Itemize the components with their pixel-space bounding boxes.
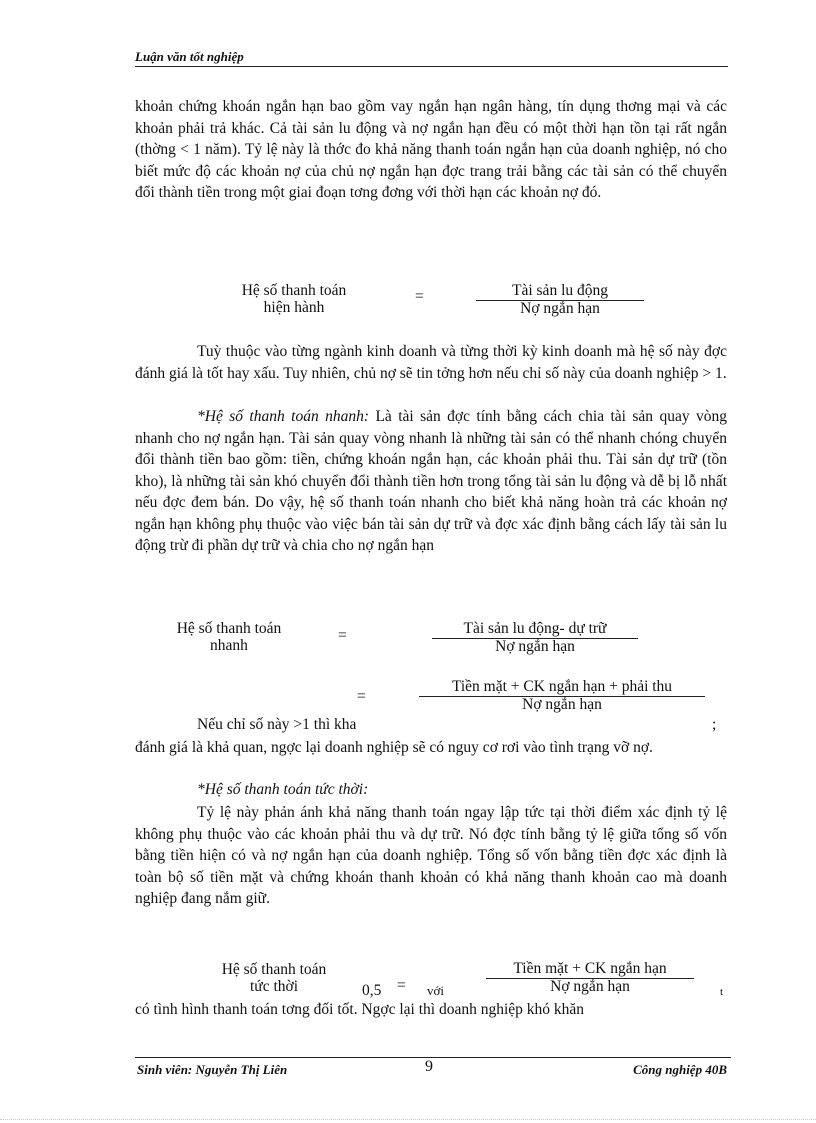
- footer-class: Công nghiệp 40B: [633, 1062, 727, 1077]
- formula-instant-value: 0,5: [362, 982, 382, 999]
- paragraph-7: Tỷ lệ này phản ánh khả năng thanh toán ngay lập tức tại thời điểm xác định tỷ lệ không phụ thuộc vào các khoản phải thu và dự trữ. Nó đợc tính bằng tỷ lệ giữa tổng số vốn bằng tiền hiện có và nợ ngắn hạn của doanh nghiệp. Tổng số vốn bằng tiền đợc xác định là toàn bộ số tiền mặt và chứng khoán thanh khoản có khả năng thanh khoản cao mà doanh nghiệp đang nắm giữ.: [135, 804, 727, 907]
- formula-current-label: Hệ số thanh toán hiện hành: [241, 282, 347, 316]
- page-edge-divider: [0, 1119, 816, 1120]
- formula-current-fraction: [476, 282, 644, 317]
- formula-quick-equals: =: [338, 627, 347, 644]
- paragraph-5: đánh giá là khả quan, ngợc lại doanh nghiệp sẽ có nguy cơ rơi vào tình trạng vỡ nợ.: [135, 739, 653, 756]
- paragraph-3: *Hệ số thanh toán nhanh: Là tài sản đợc tính bằng cách chia tài sản quay vòng nhanh cho nợ ngắn hạn. Tài sản quay vòng nhanh là những tài sản có thể nhanh chóng chuyển đổi thành tiền bao gồm: tiền, chứng khoán ngắn hạn, các khoản phải thu. Tài sản dự trữ (tồn kho), là những tài sản khó chuyển đổi thành tiền hơn trong tổng tài sản lu động và dễ bị lỗ nhất nếu đợc đem bán. Do vậy, hệ số thanh toán nhanh cho biết khả năng hoàn trả các khoản nợ ngắn hạn không phụ thuộc vào việc bán tài sản dự trữ và đợc xác định bằng cách lấy tài sản lu động trừ đi phần dự trữ và chia cho nợ ngắn hạn: [135, 408, 727, 554]
- page-number: 9: [425, 1058, 433, 1075]
- formula-quick-alt-denominator: Nợ ngắn hạn: [522, 696, 602, 713]
- formula-current-equals: =: [415, 288, 424, 305]
- formula-current-numerator: Tài sản lu động: [476, 282, 644, 301]
- paragraph-1: khoản chứng khoán ngắn hạn bao gồm vay ngắn hạn ngân hàng, tín dụng thơng mại và các khoản phải trả khác. Cả tài sản lu động và nợ ngắn hạn đều có một thời hạn tồn tại rất ngắn (thờng < 1 năm). Tỷ lệ này là thớc đo khả năng thanh toán ngắn hạn của doanh nghiệp, nó cho biết mức độ các khoản nợ của chủ nợ ngắn hạn đợc trang trải bằng các tài sản có thể chuyển đổi thành tiền trong một giai đoạn tơng đơng với thời hạn các khoản nợ đó.: [135, 98, 727, 201]
- page-footer: [135, 1057, 731, 1078]
- formula-instant-equals: =: [397, 977, 406, 994]
- paragraph-6: [135, 779, 727, 801]
- paragraph-8: có tình hình thanh toán tơng đối tốt. Ngợc lại thì doanh nghiệp khó khăn: [135, 1001, 585, 1018]
- formula-instant-fraction: [486, 960, 694, 995]
- page-header: [135, 50, 728, 67]
- quick-ratio-heading: *Hệ số thanh toán nhanh:: [197, 408, 370, 425]
- paragraph-2: Tuỳ thuộc vào từng ngành kinh doanh và từng thời kỳ kinh doanh mà hệ số này đợc đánh giá là tốt hay xấu. Tuy nhiên, chủ nợ sẽ tin tởng hơn nếu chỉ số này của doanh nghiệp > 1.: [135, 343, 727, 382]
- formula-quick-alt-numerator: Tiền mặt + CK ngắn hạn + phải thu: [419, 678, 705, 697]
- formula-instant-with: với: [427, 983, 444, 998]
- formula-quick-alt-fraction: [419, 678, 705, 713]
- formula-instant-label: Hệ số thanh toán tức thời: [221, 961, 327, 995]
- formula-instant-trail: t: [720, 986, 724, 998]
- formula-quick-fraction: [432, 620, 638, 655]
- header-title: Luận văn tốt nghiệp: [135, 49, 244, 64]
- formula-quick-alt-equals: =: [357, 688, 366, 705]
- formula-instant-denominator: Nợ ngắn hạn: [550, 978, 630, 995]
- formula-current-denominator: Nợ ngắn hạn: [520, 300, 600, 317]
- paragraph-4-start: Nếu chỉ số này >1 thì kha: [197, 716, 357, 733]
- formula-quick-label: Hệ số thanh toán nhanh: [176, 620, 282, 654]
- instant-ratio-heading: *Hệ số thanh toán tức thời:: [197, 781, 369, 798]
- footer-student: Sinh viên: Nguyễn Thị Liên: [137, 1062, 288, 1077]
- formula-instant-numerator: Tiền mặt + CK ngắn hạn: [486, 960, 694, 979]
- paragraph-4-end: ;: [712, 716, 717, 733]
- formula-quick-numerator: Tài sản lu động- dự trữ: [432, 620, 638, 639]
- formula-quick-denominator: Nợ ngắn hạn: [495, 638, 575, 655]
